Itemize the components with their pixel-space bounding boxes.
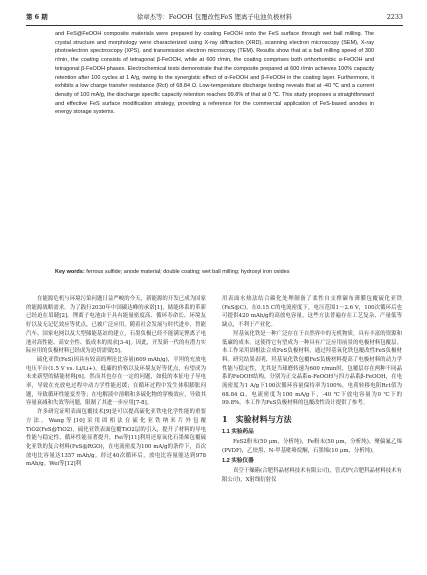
section-number: 1 xyxy=(222,414,228,425)
issue-label: 第 6 期 xyxy=(26,13,48,21)
page-number: 2233 xyxy=(386,13,403,21)
page-header xyxy=(26,10,403,24)
right-column xyxy=(222,295,402,484)
section-title: 实验材料与方法 xyxy=(235,414,292,425)
intro-paragraph-1: 在能源危机与环境污染问题日益严峻的今天，新能源的开发已成为国家的能源战略需求。为了践行2030年中国碳达峰的承诺[1]，储能体系的革新已经迫在眉睫[2]。锂离子电池由于具有能量密度高、循环寿命长、环境友好以及无记忆效应等优点，已被广泛应用，随着社会发展与时代进步，智能汽车、国家电网以及大型储能基站的建立，石墨负极已经不能满足锂离子电池对高性能、高安全性、低成本的需求[3-4]。因此，开发新一代的有潜力实际应用的负极材料已经成为迫切需要[5]。 xyxy=(26,296,206,355)
subsection-heading-instruments: 1.2 实验仪器 xyxy=(222,458,254,465)
keywords xyxy=(55,268,374,277)
intro-paragraph-5: 羟基氧化铁是一种广泛存在于自然界中的无机物质，具有丰富的资源和低廉的成本。这使得它有望成为一种具有广泛应用前景的电极材料包覆层。本工作采用固相法合成FeS负极材料，通过羟基氧化铁包覆改性FeS负极材料。研究结果表明，羟基氧化铁包覆FeS负极材料提高了电极材料的动力学性能与稳定性，尤其是当球磨转速为600 r/min时，包覆层存在两种不同晶系的FeOOH结构，分别为正交晶系α-FeOOH与四方晶系β-FeOOH，在电流密度为1 A/g下100次循环容量保持率为100%，电荷转移电阻Rct值为68.84 Ω。电流密度为100 mA/g下，-40 ℃下放电容量为0 ℃下的99.8%。本工作为FeS负极材料的包覆改性设计提供了参考。 xyxy=(222,330,402,407)
keywords-label: Key words: xyxy=(55,269,85,275)
intro-paragraph-3: 许多研究证明表面包覆技术[9]是可以提高硫化亚铁电化学性能的重要方法。Wang等[10]采用固相法在硫化亚铁纳米片外包覆TiO2(FeS@TiO2)，硫化亚铁表面包覆TiO2层的引入，提升了材料的导电性能与稳定性，循环性能显著提升，Fei等[11]利用还原氧化石墨烯包覆硫化亚铁的复合材料(FeS@RGO)，在电流密度为100 mA/g的条件下，首次放电比容量达1357 mAh/g，经过40次循环后，放电比容量能达到978 mAh/g。Wei等[12]利 xyxy=(26,409,206,468)
subsection-heading-materials: 1.1 实验药品 xyxy=(222,429,254,436)
intro-paragraph-4: 用表面水热法结合碳化处理制备了柔性自支撑碳布薄膜包覆硫化亚铁(FeS@C)，在0.15 C的电流密度下，电压范围1～2.6 V，100次循环后也可提供420 mAh/g的高放电容量，这些方法普遍存在工艺复杂、产量低等缺点，不利于产业化。 xyxy=(222,296,402,329)
instruments-paragraph: 真空干燥箱(合肥科晶材料技术有限公司)，管式炉(合肥科晶材料技术有限公司)，X射线衍射仪 xyxy=(222,467,402,483)
abstract-text: and FeS@FeOOH composite materials were prepared by coating FeOOH onto the FeS surface through wet ball milling. The crystal structure and morphology were characterized using X-ray diffraction (XRD), scanning electron microscopy (SEM), X-ray photoelectron spectroscopy (XPS), and transmission electron microscopy (TEM). Results show that at a ball milling speed of 300 r/min, the coating consists of tetragonal β-FeOOH, while at 600 r/min, the coating comprises both orthorhombic α-FeOOH and tetragonal β-FeOOH phases. Electrochemical tests demonstrate that the composite prepared at 600 r/min achieves 100% capacity retention after 100 cycles at 1 A/g, owing to the synergistic effect of α-FeOOH and β-FeOOH in the coating layer. Furthermore, it exhibits a low charge transfer resistance (Rct) of 68.84 Ω. Low-temperature discharge testing reveals that at -40 ℃ and a current density of 100 mA/g, the discharge specific capacity retention reaches 99.8% of that at 0 ℃. This study proposes a straightforward and effective FeS surface modification strategy, providing a reference for the commercial application of FeS-based anodes in energy storage systems. xyxy=(55,31,374,116)
left-column xyxy=(26,295,206,469)
keywords-text: ferrous sulfide; anode material; double coating; wet ball milling; hydroxyl iron oxides xyxy=(86,269,290,275)
running-title: 徐章杰等：FeOOH 包覆改性FeS 锂离子电池负极材料 xyxy=(136,13,293,21)
header-rule xyxy=(26,25,403,26)
intro-paragraph-2: 硫化亚铁(FeS)因具有较高的理论比容量(609 mAh/g)，平坦的充放电电压平台(1.5 V vs. Li/Li+)，低廉的价格以及环境友好等优点，有望成为未来新型的储能材料[6]。然而其也存在一定的问题，如低的本征电子导电率，导致在充放电过程中动力学性能迟缓；在循环过程中发生体积膨胀问题，导致循环性能变差等；在电解液中溶解和多硫化物的穿梭效应，导致其容量衰减和失效等问题，限制了其进一步应用[7-8]。 xyxy=(26,356,206,407)
materials-paragraph: FeS2粉末(50 μm，分析纯)，Fe粉末(50 μm，分析纯)，聚偏氟乙烯(PVDF)，乙炔黑，N-甲基吡咯烷酮，石墨烯(10 μm，分析纯)。 xyxy=(222,438,402,454)
section-heading xyxy=(222,414,402,424)
